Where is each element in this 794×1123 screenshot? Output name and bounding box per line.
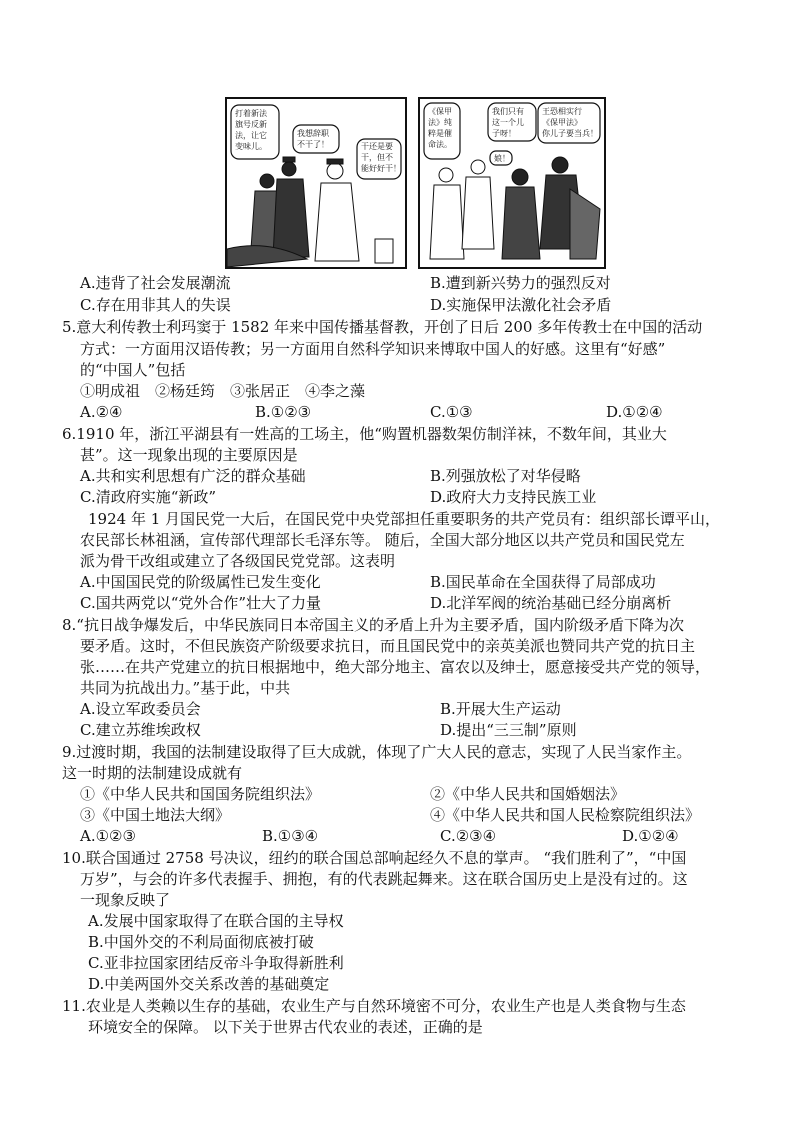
right-bubble-4: 娘！ xyxy=(494,154,510,163)
q5-option-d: D.①②④ xyxy=(606,403,663,421)
comic-left-panel xyxy=(225,97,407,269)
left-bubble-2: 我想辞职不干了！ xyxy=(297,129,329,149)
q7-stem-line-1: 1924 年 1 月国民党一大后，在国民党中央党部担任重要职务的共产党员有：组织部长谭平山， xyxy=(88,510,721,528)
q5-stem-line-3: 的“中国人”包括 xyxy=(80,361,186,379)
left-bubble-1: 打着新法旗号反新法，让它变味儿。 xyxy=(235,109,267,151)
q6-stem-line-2: 甚”。这一现象出现的主要原因是 xyxy=(80,446,298,464)
q9-item-1: ①《中华人民共和国国务院组织法》 xyxy=(80,785,321,803)
q9-option-b: B.①③④ xyxy=(262,827,319,845)
q10-option-a: A.发展中国家取得了在联合国的主导权 xyxy=(88,912,344,930)
left-bubble-3: 干还是要干，但不能好好干！ xyxy=(361,142,401,173)
q10-option-c: C.亚非拉国家团结反帝斗争取得新胜利 xyxy=(88,954,344,972)
right-bubble-1: 《保甲法》纯粹是催命法。 xyxy=(428,107,452,149)
right-bubble-3: 王恐相实行《保甲法》你儿子要当兵！ xyxy=(542,107,598,138)
q4-option-b: B.遭到新兴势力的强烈反对 xyxy=(430,274,611,292)
q4-option-d: D.实施保甲法激化社会矛盾 xyxy=(430,296,612,314)
q10-option-b: B.中国外交的不利局面彻底被打破 xyxy=(88,933,314,951)
q8-option-b: B.开展大生产运动 xyxy=(440,700,561,718)
q6-option-d: D.政府大力支持民族工业 xyxy=(430,488,597,506)
q9-item-3: ③《中国土地法大纲》 xyxy=(80,806,231,824)
q5-stem-line-2: 方式：一方面用汉语传教；另一方面用自然科学知识来博取中国人的好感。这里有“好感” xyxy=(80,340,666,358)
q5-items: ①明成祖 ②杨廷筠 ③张居正 ④李之藻 xyxy=(80,382,366,400)
q11-stem-line-2: 环境安全的保障。 以下关于世界古代农业的表述，正确的是 xyxy=(88,1018,483,1036)
q8-stem-line-3: 张……在共产党建立的抗日根据地中，绝大部分地主、富农以及绅士，愿意接受共产党的领导， xyxy=(80,658,711,676)
q6-stem-line-1: 6.1910 年，浙江平湖县有一姓高的工场主，他“购置机器数架仿制洋袜，不数年间，其业大 xyxy=(62,425,667,443)
comic-right-drawing xyxy=(420,99,604,267)
q5-option-a: A.②④ xyxy=(80,403,123,421)
q9-item-4: ④《中华人民共和国人民检察院组织法》 xyxy=(430,806,701,824)
q9-option-c: C.②③④ xyxy=(440,827,497,845)
q8-stem-line-2: 要矛盾。这时，不但民族资产阶级要求抗日，而且国民党中的亲英美派也赞同共产党的抗日主 xyxy=(80,637,696,655)
q8-option-a: A.设立军政委员会 xyxy=(80,700,201,718)
q7-option-a: A.中国国民党的阶级属性已发生变化 xyxy=(80,573,321,591)
q7-stem-line-2: 农民部长林祖涵，宣传部代理部长毛泽东等。 随后，全国大部分地区以共产党员和国民党左 xyxy=(80,531,685,549)
q8-option-c: C.建立苏维埃政权 xyxy=(80,721,201,739)
q6-option-b: B.列强放松了对华侵略 xyxy=(430,467,581,485)
comic-left-drawing xyxy=(227,99,405,267)
q9-option-a: A.①②③ xyxy=(80,827,136,845)
q8-stem-line-4: 共同为抗战出力。”基于此，中共 xyxy=(80,679,291,697)
q5-option-b: B.①②③ xyxy=(255,403,312,421)
right-bubble-2: 我们只有这一个儿子呀！ xyxy=(492,107,524,138)
q11-stem-line-1: 11.农业是人类赖以生存的基础，农业生产与自然环境密不可分，农业生产也是人类食物与生态 xyxy=(62,997,686,1015)
q7-option-d: D.北洋军阀的统治基础已经分崩离析 xyxy=(430,594,672,612)
q6-option-a: A.共和实利思想有广泛的群众基础 xyxy=(80,467,306,485)
q4-option-a: A.违背了社会发展潮流 xyxy=(80,274,231,292)
q7-option-b: B.国民革命在全国获得了局部成功 xyxy=(430,573,656,591)
q5-stem-line-1: 5.意大利传教士利玛窦于 1582 年来中国传播基督教，开创了日后 200 多年传教士在中国的活动 xyxy=(62,318,703,336)
q9-item-2: ②《中华人民共和国婚姻法》 xyxy=(430,785,626,803)
q7-stem-line-3: 派为骨干改组或建立了各级国民党党部。这表明 xyxy=(80,552,396,570)
q9-stem-line-2: 这一时期的法制建设成就有 xyxy=(62,764,243,782)
q10-option-d: D.中美两国外交关系改善的基础奠定 xyxy=(88,975,330,993)
q4-option-c: C.存在用非其人的失误 xyxy=(80,296,231,314)
q7-option-c: C.国共两党以“党外合作”壮大了力量 xyxy=(80,594,322,612)
comic-right-panel xyxy=(418,97,606,269)
q10-stem-line-1: 10.联合国通过 2758 号决议，纽约的联合国总部响起经久不息的掌声。 “我们胜利了”，“中国 xyxy=(62,849,687,867)
q8-stem-line-1: 8.“抗日战争爆发后，中华民族同日本帝国主义的矛盾上升为主要矛盾，国内阶级矛盾下降为次 xyxy=(62,616,684,634)
q10-stem-line-3: 一现象反映了 xyxy=(80,891,171,909)
q10-stem-line-2: 万岁”，与会的许多代表握手、拥抱，有的代表跳起舞来。这在联合国历史上是没有过的。这 xyxy=(80,870,688,888)
q8-option-d: D.提出“三三制”原则 xyxy=(440,721,577,739)
q6-option-c: C.清政府实施“新政” xyxy=(80,488,217,506)
q9-stem-line-1: 9.过渡时期，我国的法制建设取得了巨大成就，体现了广大人民的意志，实现了人民当家作主。 xyxy=(62,743,692,761)
q5-option-c: C.①③ xyxy=(430,403,473,421)
q9-option-d: D.①②④ xyxy=(622,827,679,845)
